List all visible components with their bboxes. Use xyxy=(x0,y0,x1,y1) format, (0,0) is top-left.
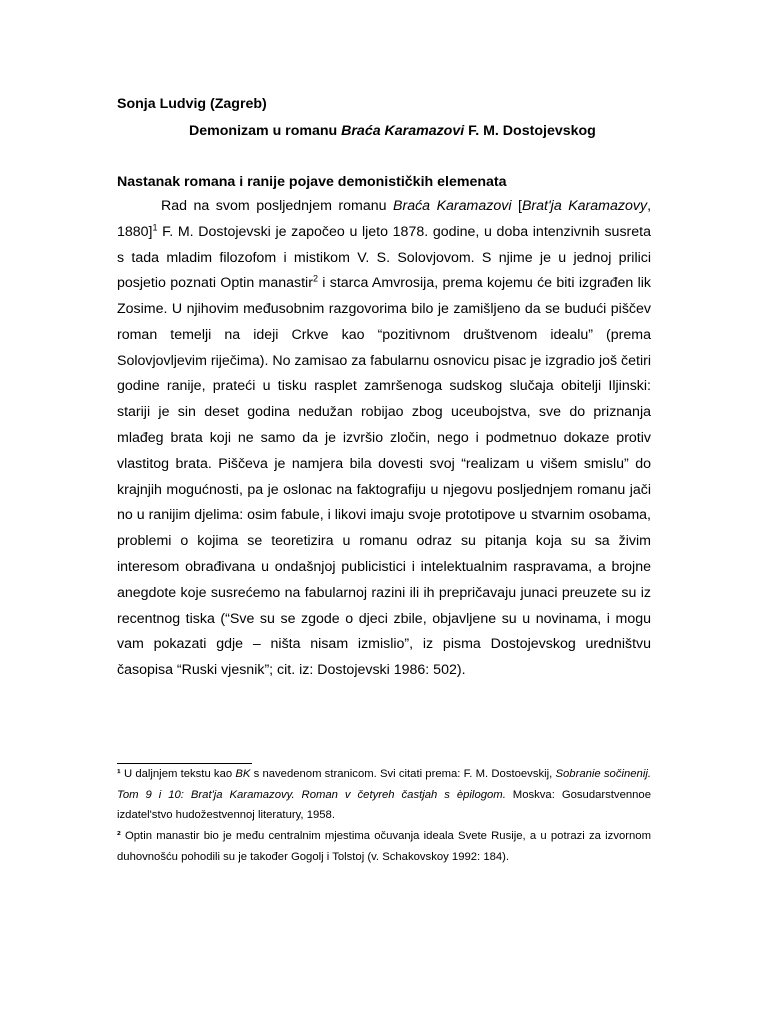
body-text-run: , 1880] xyxy=(117,198,652,240)
title-text: Demonizam u romanu xyxy=(189,123,342,139)
author-line: Sonja Ludvig (Zagreb) xyxy=(117,96,267,112)
body-italic-original-title: Brat'ja Karamazovy xyxy=(521,198,648,214)
footnote-1 xyxy=(117,764,651,826)
body-text-run: Rad na svom posljednjem romanu xyxy=(161,198,394,214)
footnote-ref-2[interactable]: 2 xyxy=(312,273,318,284)
title-text-end: F. M. Dostojevskog xyxy=(464,123,596,139)
footnote-text-run: U daljnjem tekstu kao xyxy=(120,768,236,780)
footnote-number: ¹ xyxy=(117,768,121,780)
body-text-run: F. M. Dostojevski je započeo u ljeto 1878. godine, u doba intenzivnih susreta s tada mladim filozofom i mistikom V. S. Solovjovom. S njime je u jednoj prilici posjetio poznati Optin manastir xyxy=(117,223,651,292)
footnote-ref-1[interactable]: 1 xyxy=(152,222,158,233)
paper-title xyxy=(189,121,596,141)
body-italic-title: Braća Karamazovi xyxy=(393,198,512,214)
body-paragraph xyxy=(117,194,651,684)
footnote-italic: BK xyxy=(235,768,251,780)
footnote-number: ² xyxy=(117,830,121,842)
footnote-text-run: Optin manastir bio je među centralnim mjestima očuvanja ideala Svete Rusije, a u potrazi za izvornom duhovnošću pohodili su je također Gogolj i Tolstoj (v. Schakovskoy 1992: 184). xyxy=(117,830,651,863)
title-italic-work: Braća Karamazovi xyxy=(341,123,465,139)
footnote-text-run: Moskva: Gosudarstvennoe izdatel'stvo hudožestvennoj literatury, 1958. xyxy=(117,788,651,821)
footnote-2 xyxy=(117,826,651,867)
section-heading: Nastanak romana i ranije pojave demonističkih elemenata xyxy=(117,174,507,190)
body-text-run: i starca Amvrosija, prema kojemu će biti izgrađen lik Zosime. U njihovim međusobnim razgovorima bilo je zamišljeno da se budući piščev roman temelji na ideji Crkve kao “pozitivnom društvenom idealu” (prema Solovjovljevim riječima). No zamisao za fabularnu osnovicu pisac je izgradio još četiri godine ranije, prateći u tisku rasplet zamršenoga sudskog slučaja obitelji Iljinski: stariji je sin deset godina nedužan robijao zbog uceubojstva, sve do priznanja mlađeg brata koji ne samo da je izvršio zločin, nego i podmetnuo dokaze protiv vlastitog brata. Piščeva je namjera bila dovesti svoj “realizam u višem smislu” do krajnjih mogućnosti, pa je oslonac na faktografiju u njegovu posljednjem romanu jači no u ranijim djelima: osim fabule, i likovi imaju svoje prototipove u stvarnim osobama, problemi o kojima se teoretizira u romanu odraz su pitanja koja su sa živim interesom obrađivana u ondašnjoj publicistici i intelektualnim raspravama, a brojne anegdote koje susrećemo na fabularnoj razini ili ih prepričavaju junaci preuzete su iz recentnog tiska (“Sve su se zgode o djeci zbile, objavljene su u novinama, i mogu vam pokazati gdje – ništa nisam izmislio”, iz pisma Dostojevskog uredništvu časopisa “Ruski vjesnik”; cit. iz: Dostojevski 1986: 502). xyxy=(117,275,651,679)
footnote-italic-source: Sobranie sočinenij. Tom 9 i 10: Brat'ja Karamazovy. Roman v četyreh častjah s èpilogom. xyxy=(117,768,651,801)
body-text-run: [ xyxy=(511,198,522,214)
footnote-text-run: s navedenom stranicom. Svi citati prema: F. M. Dostoevskij, xyxy=(250,768,556,780)
